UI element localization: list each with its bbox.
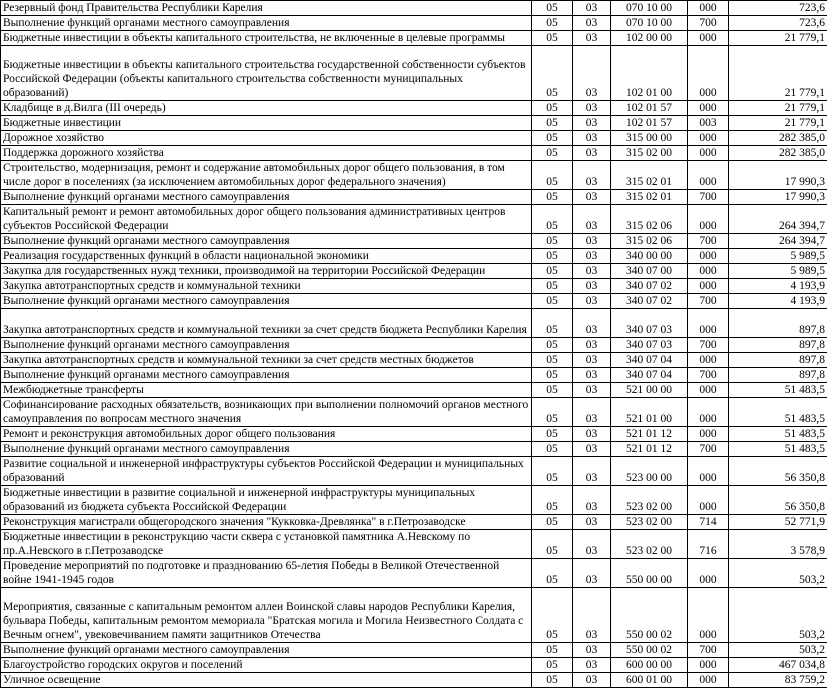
- row-subsection-code: 03: [573, 368, 611, 383]
- row-name: Ремонт и реконструкция автомобильных дорог общего пользования: [1, 427, 532, 442]
- row-amount: 264 394,7: [729, 205, 827, 234]
- table-row: [1, 205, 827, 234]
- table-row: [1, 442, 827, 457]
- row-article-code: 550 00 00: [611, 559, 688, 588]
- row-article-code: 315 02 06: [611, 205, 688, 234]
- row-amount: 282 385,0: [729, 131, 827, 146]
- row-amount: 467 034,8: [729, 658, 827, 673]
- row-section-code: 05: [532, 515, 573, 530]
- row-expense-type-code: 000: [688, 161, 729, 190]
- row-expense-type-code: 000: [688, 486, 729, 515]
- row-expense-type-code: 700: [688, 643, 729, 658]
- row-article-code: 340 07 04: [611, 353, 688, 368]
- row-expense-type-code: 000: [688, 427, 729, 442]
- row-section-code: 05: [532, 309, 573, 338]
- row-subsection-code: 03: [573, 161, 611, 190]
- row-name: Закупка автотранспортных средств и коммунальной техники за счет средств местных бюджетов: [1, 353, 532, 368]
- row-name: Развитие социальной и инженерной инфраструктуры субъектов Российской Федерации и муниципальных образований: [1, 457, 532, 486]
- row-section-code: 05: [532, 294, 573, 309]
- row-section-code: 05: [532, 658, 573, 673]
- row-section-code: 05: [532, 190, 573, 205]
- row-section-code: 05: [532, 205, 573, 234]
- row-article-code: 340 07 02: [611, 294, 688, 309]
- row-amount: 897,8: [729, 353, 827, 368]
- row-expense-type-code: 000: [688, 383, 729, 398]
- row-article-code: 550 00 02: [611, 588, 688, 643]
- row-article-code: 521 00 00: [611, 383, 688, 398]
- row-subsection-code: 03: [573, 131, 611, 146]
- row-section-code: 05: [532, 368, 573, 383]
- row-amount: 503,2: [729, 588, 827, 643]
- row-name: Кладбище в д.Вилга (III очередь): [1, 101, 532, 116]
- row-subsection-code: 03: [573, 294, 611, 309]
- table-row: [1, 161, 827, 190]
- row-section-code: 05: [532, 1, 573, 16]
- row-article-code: 340 00 00: [611, 249, 688, 264]
- row-amount: 897,8: [729, 368, 827, 383]
- table-row: [1, 515, 827, 530]
- row-name: Уличное освещение: [1, 673, 532, 688]
- row-article-code: 102 01 57: [611, 116, 688, 131]
- row-name: Бюджетные инвестиции: [1, 116, 532, 131]
- row-section-code: 05: [532, 31, 573, 46]
- row-name: Капитальный ремонт и ремонт автомобильных дорог общего пользования административных центров субъектов Российской Федерации: [1, 205, 532, 234]
- row-amount: 56 350,8: [729, 486, 827, 515]
- row-section-code: 05: [532, 383, 573, 398]
- table-row: [1, 101, 827, 116]
- row-expense-type-code: 000: [688, 559, 729, 588]
- row-article-code: 315 02 00: [611, 146, 688, 161]
- row-section-code: 05: [532, 442, 573, 457]
- table-row: [1, 658, 827, 673]
- row-article-code: 523 00 00: [611, 457, 688, 486]
- row-name: Выполнение функций органами местного самоуправления: [1, 190, 532, 205]
- row-article-code: 070 10 00: [611, 16, 688, 31]
- row-expense-type-code: 000: [688, 205, 729, 234]
- row-expense-type-code: 714: [688, 515, 729, 530]
- row-amount: 83 759,2: [729, 673, 827, 688]
- table-row: [1, 383, 827, 398]
- row-article-code: 521 01 00: [611, 398, 688, 427]
- table-row: [1, 249, 827, 264]
- row-subsection-code: 03: [573, 101, 611, 116]
- row-expense-type-code: 700: [688, 234, 729, 249]
- row-subsection-code: 03: [573, 427, 611, 442]
- row-expense-type-code: 000: [688, 46, 729, 101]
- row-section-code: 05: [532, 101, 573, 116]
- row-article-code: 315 02 01: [611, 161, 688, 190]
- row-name: Бюджетные инвестиции в развитие социальной и инженерной инфраструктуры муниципальных образований из бюджета субъекта Российской Федерации: [1, 486, 532, 515]
- row-section-code: 05: [532, 161, 573, 190]
- row-expense-type-code: 000: [688, 588, 729, 643]
- row-subsection-code: 03: [573, 643, 611, 658]
- row-subsection-code: 03: [573, 264, 611, 279]
- row-name: Закупка автотранспортных средств и коммунальной техники: [1, 279, 532, 294]
- table-row: [1, 31, 827, 46]
- row-amount: 5 989,5: [729, 249, 827, 264]
- row-expense-type-code: 000: [688, 101, 729, 116]
- row-amount: 17 990,3: [729, 190, 827, 205]
- row-subsection-code: 03: [573, 309, 611, 338]
- row-name: Бюджетные инвестиции в объекты капитального строительства государственной собственности субъектов Российской Федерации (объекты капитального строительства собственности муниципальных образований): [1, 46, 532, 101]
- row-subsection-code: 03: [573, 457, 611, 486]
- row-expense-type-code: 000: [688, 457, 729, 486]
- row-subsection-code: 03: [573, 16, 611, 31]
- table-row: [1, 338, 827, 353]
- row-subsection-code: 03: [573, 205, 611, 234]
- row-subsection-code: 03: [573, 398, 611, 427]
- row-amount: 51 483,5: [729, 383, 827, 398]
- table-row: [1, 234, 827, 249]
- row-section-code: 05: [532, 264, 573, 279]
- row-section-code: 05: [532, 559, 573, 588]
- row-amount: 4 193,9: [729, 279, 827, 294]
- row-name: Софинансирование расходных обязательств, возникающих при выполнении полномочий органов местного самоуправления по вопросам местного значения: [1, 398, 532, 427]
- table-row: [1, 264, 827, 279]
- row-expense-type-code: 000: [688, 31, 729, 46]
- row-subsection-code: 03: [573, 190, 611, 205]
- row-section-code: 05: [532, 131, 573, 146]
- table-row: [1, 368, 827, 383]
- row-name: Бюджетные инвестиции в реконструкцию части сквера с установкой памятника А.Невскому по пр.А.Невского в г.Петрозаводске: [1, 530, 532, 559]
- row-article-code: 070 10 00: [611, 1, 688, 16]
- row-article-code: 550 00 02: [611, 643, 688, 658]
- row-expense-type-code: 700: [688, 190, 729, 205]
- row-amount: 282 385,0: [729, 146, 827, 161]
- row-subsection-code: 03: [573, 31, 611, 46]
- row-expense-type-code: 000: [688, 264, 729, 279]
- row-amount: 21 779,1: [729, 46, 827, 101]
- row-subsection-code: 03: [573, 116, 611, 131]
- row-amount: 21 779,1: [729, 101, 827, 116]
- row-name: Бюджетные инвестиции в объекты капитального строительства, не включенные в целевые программы: [1, 31, 532, 46]
- table-row: [1, 530, 827, 559]
- table-row: [1, 131, 827, 146]
- budget-table-body: [1, 1, 827, 688]
- table-row: [1, 1, 827, 16]
- row-subsection-code: 03: [573, 234, 611, 249]
- row-amount: 56 350,8: [729, 457, 827, 486]
- row-name: Выполнение функций органами местного самоуправления: [1, 294, 532, 309]
- row-article-code: 340 07 00: [611, 264, 688, 279]
- row-expense-type-code: 000: [688, 146, 729, 161]
- row-amount: 52 771,9: [729, 515, 827, 530]
- row-subsection-code: 03: [573, 442, 611, 457]
- row-subsection-code: 03: [573, 658, 611, 673]
- table-row: [1, 46, 827, 101]
- row-amount: 897,8: [729, 309, 827, 338]
- row-expense-type-code: 716: [688, 530, 729, 559]
- row-article-code: 340 07 03: [611, 309, 688, 338]
- row-subsection-code: 03: [573, 559, 611, 588]
- row-name: Выполнение функций органами местного самоуправления: [1, 234, 532, 249]
- table-row: [1, 673, 827, 688]
- row-article-code: 340 07 03: [611, 338, 688, 353]
- row-section-code: 05: [532, 46, 573, 101]
- row-section-code: 05: [532, 279, 573, 294]
- row-name: Выполнение функций органами местного самоуправления: [1, 368, 532, 383]
- table-row: [1, 190, 827, 205]
- row-expense-type-code: 000: [688, 673, 729, 688]
- row-name: Закупка автотранспортных средств и коммунальной техники за счет средств бюджета Республики Карелия: [1, 309, 532, 338]
- row-subsection-code: 03: [573, 46, 611, 101]
- row-amount: 4 193,9: [729, 294, 827, 309]
- row-article-code: 102 01 57: [611, 101, 688, 116]
- row-subsection-code: 03: [573, 383, 611, 398]
- row-article-code: 523 02 00: [611, 530, 688, 559]
- row-section-code: 05: [532, 249, 573, 264]
- row-name: Закупка для государственных нужд техники, производимой на территории Российской Федерации: [1, 264, 532, 279]
- row-section-code: 05: [532, 234, 573, 249]
- row-subsection-code: 03: [573, 486, 611, 515]
- row-name: Выполнение функций органами местного самоуправления: [1, 442, 532, 457]
- table-row: [1, 559, 827, 588]
- row-section-code: 05: [532, 427, 573, 442]
- table-row: [1, 146, 827, 161]
- row-section-code: 05: [532, 338, 573, 353]
- row-amount: 51 483,5: [729, 427, 827, 442]
- row-amount: 51 483,5: [729, 398, 827, 427]
- row-name: Выполнение функций органами местного самоуправления: [1, 338, 532, 353]
- row-subsection-code: 03: [573, 530, 611, 559]
- table-row: [1, 279, 827, 294]
- row-amount: 3 578,9: [729, 530, 827, 559]
- table-row: [1, 398, 827, 427]
- table-row: [1, 116, 827, 131]
- row-amount: 21 779,1: [729, 116, 827, 131]
- row-subsection-code: 03: [573, 146, 611, 161]
- row-section-code: 05: [532, 353, 573, 368]
- row-article-code: 521 01 12: [611, 427, 688, 442]
- row-name: Межбюджетные трансферты: [1, 383, 532, 398]
- table-row: [1, 353, 827, 368]
- row-section-code: 05: [532, 530, 573, 559]
- row-amount: 5 989,5: [729, 264, 827, 279]
- row-article-code: 523 02 00: [611, 486, 688, 515]
- row-name: Благоустройство городских округов и поселений: [1, 658, 532, 673]
- row-subsection-code: 03: [573, 588, 611, 643]
- table-row: [1, 588, 827, 643]
- row-article-code: 340 07 02: [611, 279, 688, 294]
- row-name: Реконструкция магистрали общегородского значения "Кукковка-Древлянка" в г.Петрозаводске: [1, 515, 532, 530]
- row-name: Дорожное хозяйство: [1, 131, 532, 146]
- row-expense-type-code: 700: [688, 368, 729, 383]
- row-article-code: 600 01 00: [611, 673, 688, 688]
- row-section-code: 05: [532, 116, 573, 131]
- row-article-code: 600 00 00: [611, 658, 688, 673]
- row-expense-type-code: 000: [688, 131, 729, 146]
- row-article-code: 340 07 04: [611, 368, 688, 383]
- row-expense-type-code: 700: [688, 16, 729, 31]
- row-section-code: 05: [532, 457, 573, 486]
- row-amount: 723,6: [729, 1, 827, 16]
- table-row: [1, 486, 827, 515]
- row-name: Выполнение функций органами местного самоуправления: [1, 643, 532, 658]
- row-article-code: 315 02 01: [611, 190, 688, 205]
- row-subsection-code: 03: [573, 249, 611, 264]
- row-subsection-code: 03: [573, 1, 611, 16]
- row-expense-type-code: 000: [688, 398, 729, 427]
- row-article-code: 521 01 12: [611, 442, 688, 457]
- row-amount: 897,8: [729, 338, 827, 353]
- row-section-code: 05: [532, 643, 573, 658]
- row-article-code: 523 02 00: [611, 515, 688, 530]
- row-expense-type-code: 000: [688, 353, 729, 368]
- row-article-code: 315 00 00: [611, 131, 688, 146]
- row-section-code: 05: [532, 588, 573, 643]
- row-article-code: 102 00 00: [611, 31, 688, 46]
- row-article-code: 315 02 06: [611, 234, 688, 249]
- row-amount: 503,2: [729, 559, 827, 588]
- row-amount: 51 483,5: [729, 442, 827, 457]
- row-expense-type-code: 000: [688, 1, 729, 16]
- row-expense-type-code: 000: [688, 309, 729, 338]
- row-section-code: 05: [532, 486, 573, 515]
- row-expense-type-code: 000: [688, 249, 729, 264]
- row-amount: 503,2: [729, 643, 827, 658]
- row-expense-type-code: 003: [688, 116, 729, 131]
- row-subsection-code: 03: [573, 515, 611, 530]
- row-name: Проведение мероприятий по подготовке и празднованию 65-летия Победы в Великой Отечественной войне 1941-1945 годов: [1, 559, 532, 588]
- row-name: Мероприятия, связанные с капитальным ремонтом аллеи Воинской славы народов Республики Карелия, бульвара Победы, капитальным ремонтом мемориала "Братская могила и Могила Неизвестного Солдата с Вечным огнем", увековечиванием памяти защитников Отечества: [1, 588, 532, 643]
- table-row: [1, 457, 827, 486]
- table-row: [1, 309, 827, 338]
- row-expense-type-code: 000: [688, 279, 729, 294]
- row-name: Реализация государственных функций в области национальной экономики: [1, 249, 532, 264]
- row-amount: 17 990,3: [729, 161, 827, 190]
- row-amount: 21 779,1: [729, 31, 827, 46]
- row-amount: 723,6: [729, 16, 827, 31]
- table-row: [1, 294, 827, 309]
- row-section-code: 05: [532, 673, 573, 688]
- row-name: Поддержка дорожного хозяйства: [1, 146, 532, 161]
- row-section-code: 05: [532, 16, 573, 31]
- table-row: [1, 16, 827, 31]
- row-name: Выполнение функций органами местного самоуправления: [1, 16, 532, 31]
- row-subsection-code: 03: [573, 338, 611, 353]
- row-expense-type-code: 000: [688, 658, 729, 673]
- row-expense-type-code: 700: [688, 442, 729, 457]
- row-name: Строительство, модернизация, ремонт и содержание автомобильных дорог общего пользования, в том числе дорог в поселениях (за исключением автомобильных дорог федерального значения): [1, 161, 532, 190]
- row-article-code: 102 01 00: [611, 46, 688, 101]
- row-subsection-code: 03: [573, 673, 611, 688]
- row-subsection-code: 03: [573, 353, 611, 368]
- row-subsection-code: 03: [573, 279, 611, 294]
- row-section-code: 05: [532, 398, 573, 427]
- table-row: [1, 643, 827, 658]
- table-row: [1, 427, 827, 442]
- row-name: Резервный фонд Правительства Республики Карелия: [1, 1, 532, 16]
- row-section-code: 05: [532, 146, 573, 161]
- row-expense-type-code: 700: [688, 294, 729, 309]
- row-amount: 264 394,7: [729, 234, 827, 249]
- row-expense-type-code: 700: [688, 338, 729, 353]
